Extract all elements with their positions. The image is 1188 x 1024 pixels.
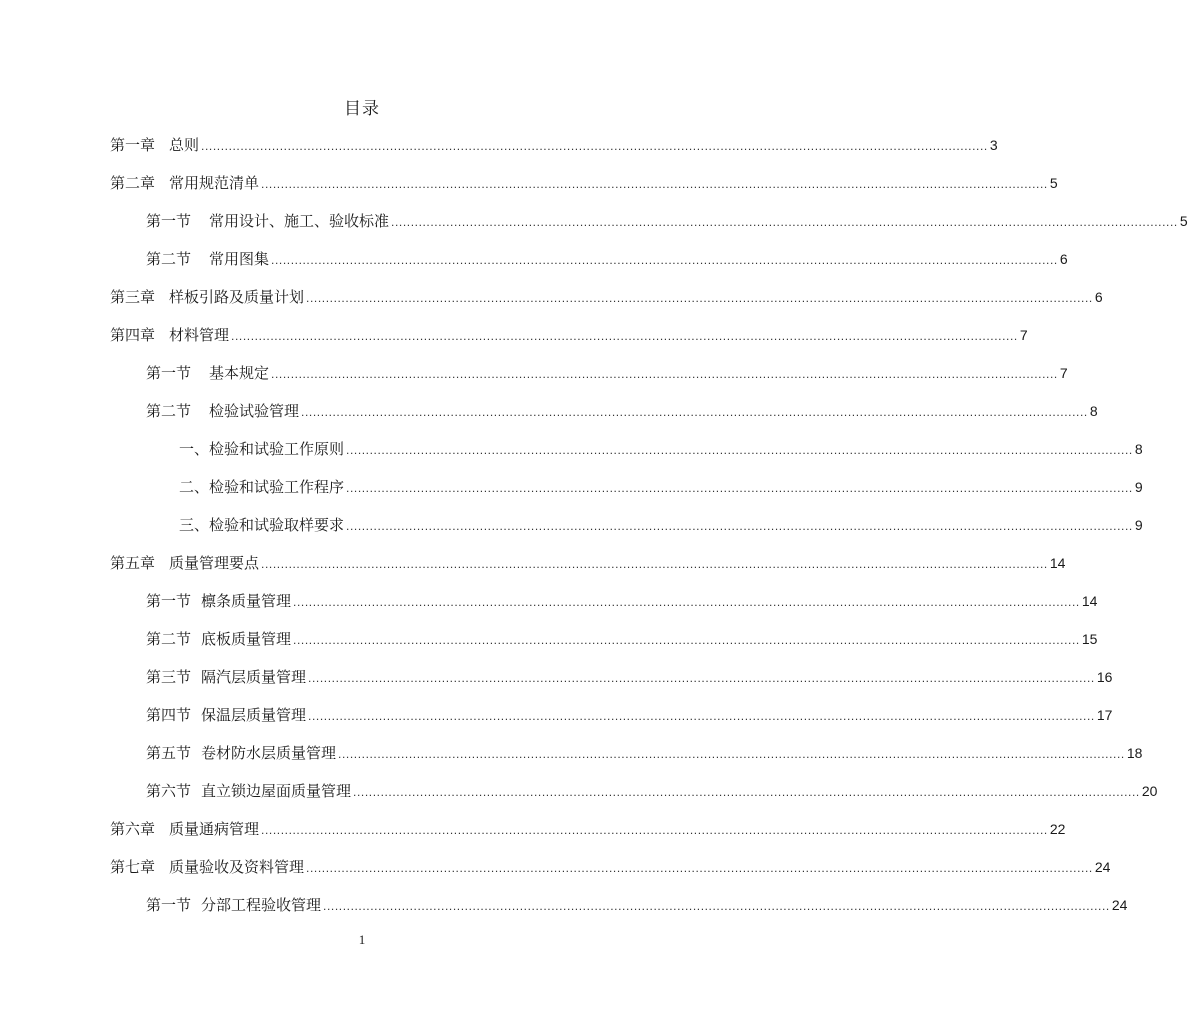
- toc-entry-number: 第六章: [110, 820, 156, 838]
- toc-entry-page: 6: [1094, 289, 1103, 305]
- toc-entry-text: 卷材防水层质量管理: [201, 744, 337, 762]
- dot-leader: ........................................................................................................................................................................................................: [346, 443, 1133, 457]
- toc-entry-page: 6: [1059, 251, 1068, 267]
- toc-entry-page: 14: [1049, 555, 1066, 571]
- toc-entry-number: 第二节: [146, 250, 192, 268]
- toc-entry-number: 第五节: [146, 744, 192, 762]
- toc-entry-text: 直立锁边屋面质量管理: [201, 782, 352, 800]
- toc-entry-page: 24: [1111, 897, 1128, 913]
- toc-entry[interactable]: [110, 810, 1066, 848]
- toc-entry[interactable]: [110, 278, 1103, 316]
- toc-entry[interactable]: [146, 620, 1098, 658]
- dot-leader: ........................................................................................................................................................................................................: [306, 291, 1093, 305]
- toc-entry-label: [146, 886, 321, 924]
- toc-entry-page: 17: [1096, 707, 1113, 723]
- toc-entry-number: 第二章: [110, 174, 156, 192]
- toc-entry[interactable]: [110, 164, 1058, 202]
- dot-leader: ........................................................................................................................................................................................................: [261, 557, 1048, 571]
- toc-entry-text: 质量通病管理: [169, 820, 260, 838]
- toc-entry[interactable]: [146, 696, 1113, 734]
- toc-entry-label: [179, 430, 344, 468]
- toc-entry-label: [146, 772, 351, 810]
- dot-leader: ........................................................................................................................................................................................................: [353, 785, 1140, 799]
- toc-entry-number: 第四节: [146, 706, 192, 724]
- dot-leader: ........................................................................................................................................................................................................: [231, 329, 1018, 343]
- toc-entry-page: 3: [989, 137, 998, 153]
- toc-entry-label: [146, 582, 291, 620]
- toc-entry[interactable]: [110, 316, 1028, 354]
- toc-entry-label: [146, 392, 299, 430]
- dot-leader: ........................................................................................................................................................................................................: [308, 671, 1095, 685]
- toc-entry-label: [146, 240, 269, 278]
- toc-entry-label: [146, 658, 306, 696]
- toc-entry-label: [179, 506, 344, 544]
- toc-entry-number: 第二节: [146, 630, 192, 648]
- dot-leader: ........................................................................................................................................................................................................: [261, 823, 1048, 837]
- toc-entry-page: 9: [1134, 517, 1143, 533]
- toc-entry-text: 样板引路及质量计划: [169, 288, 305, 306]
- dot-leader: ........................................................................................................................................................................................................: [271, 253, 1058, 267]
- toc-entry-text: 材料管理: [169, 326, 230, 344]
- toc-entry-label: [110, 126, 199, 164]
- toc-entry[interactable]: [110, 544, 1066, 582]
- toc-entry-label: [146, 202, 389, 240]
- toc-entry-number: 第一章: [110, 136, 156, 154]
- dot-leader: ........................................................................................................................................................................................................: [338, 747, 1125, 761]
- page-number: 1: [358, 932, 366, 947]
- toc-entry-page: 5: [1049, 175, 1058, 191]
- toc-entry-page: 18: [1126, 745, 1143, 761]
- toc-entry-page: 5: [1179, 213, 1188, 229]
- toc-entry-page: 22: [1049, 821, 1066, 837]
- dot-leader: ........................................................................................................................................................................................................: [261, 177, 1048, 191]
- toc-entry-label: [110, 544, 259, 582]
- toc-entry-number: 第五章: [110, 554, 156, 572]
- toc-entry-label: [110, 278, 304, 316]
- dot-leader: ........................................................................................................................................................................................................: [293, 595, 1080, 609]
- toc-entry[interactable]: [110, 126, 998, 164]
- toc-title: 目录: [344, 99, 380, 119]
- toc-entry-number: 第二节: [146, 402, 192, 420]
- toc-entry-text: 常用设计、施工、验收标准: [209, 212, 390, 230]
- dot-leader: ........................................................................................................................................................................................................: [301, 405, 1088, 419]
- toc-entry-number: 第七章: [110, 858, 156, 876]
- toc-entry-label: [146, 696, 306, 734]
- toc-entry[interactable]: [179, 430, 1143, 468]
- toc-entry-text: 检验试验管理: [209, 402, 300, 420]
- dot-leader: ........................................................................................................................................................................................................: [201, 139, 988, 153]
- toc-entry-page: 7: [1019, 327, 1028, 343]
- dot-leader: ........................................................................................................................................................................................................: [308, 709, 1095, 723]
- dot-leader: ........................................................................................................................................................................................................: [346, 519, 1133, 533]
- toc-entry-text: 隔汽层质量管理: [201, 668, 307, 686]
- toc-entry-text: 三、检验和试验取样要求: [179, 516, 345, 534]
- toc-entry-label: [146, 620, 291, 658]
- toc-entry-text: 质量验收及资料管理: [169, 858, 305, 876]
- toc-entry-text: 底板质量管理: [201, 630, 292, 648]
- toc-entry-label: [146, 354, 269, 392]
- toc-entry[interactable]: [179, 506, 1143, 544]
- toc-entry-number: 第四章: [110, 326, 156, 344]
- toc-entry-number: 第一节: [146, 212, 192, 230]
- toc-entry-text: 质量管理要点: [169, 554, 260, 572]
- dot-leader: ........................................................................................................................................................................................................: [391, 215, 1178, 229]
- toc-entry-page: 15: [1081, 631, 1098, 647]
- toc-entry-label: [146, 734, 336, 772]
- toc-entry-label: [110, 164, 259, 202]
- toc-entry-page: 9: [1134, 479, 1143, 495]
- toc-entry[interactable]: [146, 392, 1098, 430]
- toc-entry[interactable]: [146, 354, 1068, 392]
- toc-entry-number: 第一节: [146, 896, 192, 914]
- dot-leader: ........................................................................................................................................................................................................: [323, 899, 1110, 913]
- dot-leader: ........................................................................................................................................................................................................: [271, 367, 1058, 381]
- toc-entry-number: 第三节: [146, 668, 192, 686]
- toc-entry-page: 8: [1134, 441, 1143, 457]
- toc-entry-text: 常用规范清单: [169, 174, 260, 192]
- toc-entry-text: 常用图集: [209, 250, 270, 268]
- toc-entry-text: 保温层质量管理: [201, 706, 307, 724]
- toc-entry-text: 一、检验和试验工作原则: [179, 440, 345, 458]
- toc-entry-label: [110, 810, 259, 848]
- toc-entry-number: 第六节: [146, 782, 192, 800]
- toc-entry-label: [110, 848, 304, 886]
- toc-entry[interactable]: [146, 202, 1188, 240]
- dot-leader: ........................................................................................................................................................................................................: [346, 481, 1133, 495]
- toc-entry-text: 总则: [169, 136, 200, 154]
- toc-entry-page: 7: [1059, 365, 1068, 381]
- toc-entry-text: 分部工程验收管理: [201, 896, 322, 914]
- toc-entry-page: 8: [1089, 403, 1098, 419]
- toc-entry[interactable]: [146, 734, 1143, 772]
- toc-entry[interactable]: [146, 772, 1158, 810]
- toc-entry-number: 第一节: [146, 364, 192, 382]
- toc-entry-label: [110, 316, 229, 354]
- toc-entry-page: 16: [1096, 669, 1113, 685]
- toc-entry-page: 24: [1094, 859, 1111, 875]
- toc-entry-number: 第三章: [110, 288, 156, 306]
- toc-entry[interactable]: [146, 658, 1113, 696]
- toc-entry-label: [179, 468, 344, 506]
- dot-leader: ........................................................................................................................................................................................................: [306, 861, 1093, 875]
- toc-entry[interactable]: [146, 240, 1068, 278]
- toc-entry-text: 二、检验和试验工作程序: [179, 478, 345, 496]
- toc-entry-text: 基本规定: [209, 364, 270, 382]
- toc-entry[interactable]: [146, 886, 1128, 924]
- toc-entry[interactable]: [179, 468, 1143, 506]
- toc-entry[interactable]: [110, 848, 1111, 886]
- toc-entry-text: 檩条质量管理: [201, 592, 292, 610]
- dot-leader: ........................................................................................................................................................................................................: [293, 633, 1080, 647]
- toc-entry-page: 20: [1141, 783, 1158, 799]
- toc-entry-number: 第一节: [146, 592, 192, 610]
- toc-entry-page: 14: [1081, 593, 1098, 609]
- toc-entry[interactable]: [146, 582, 1098, 620]
